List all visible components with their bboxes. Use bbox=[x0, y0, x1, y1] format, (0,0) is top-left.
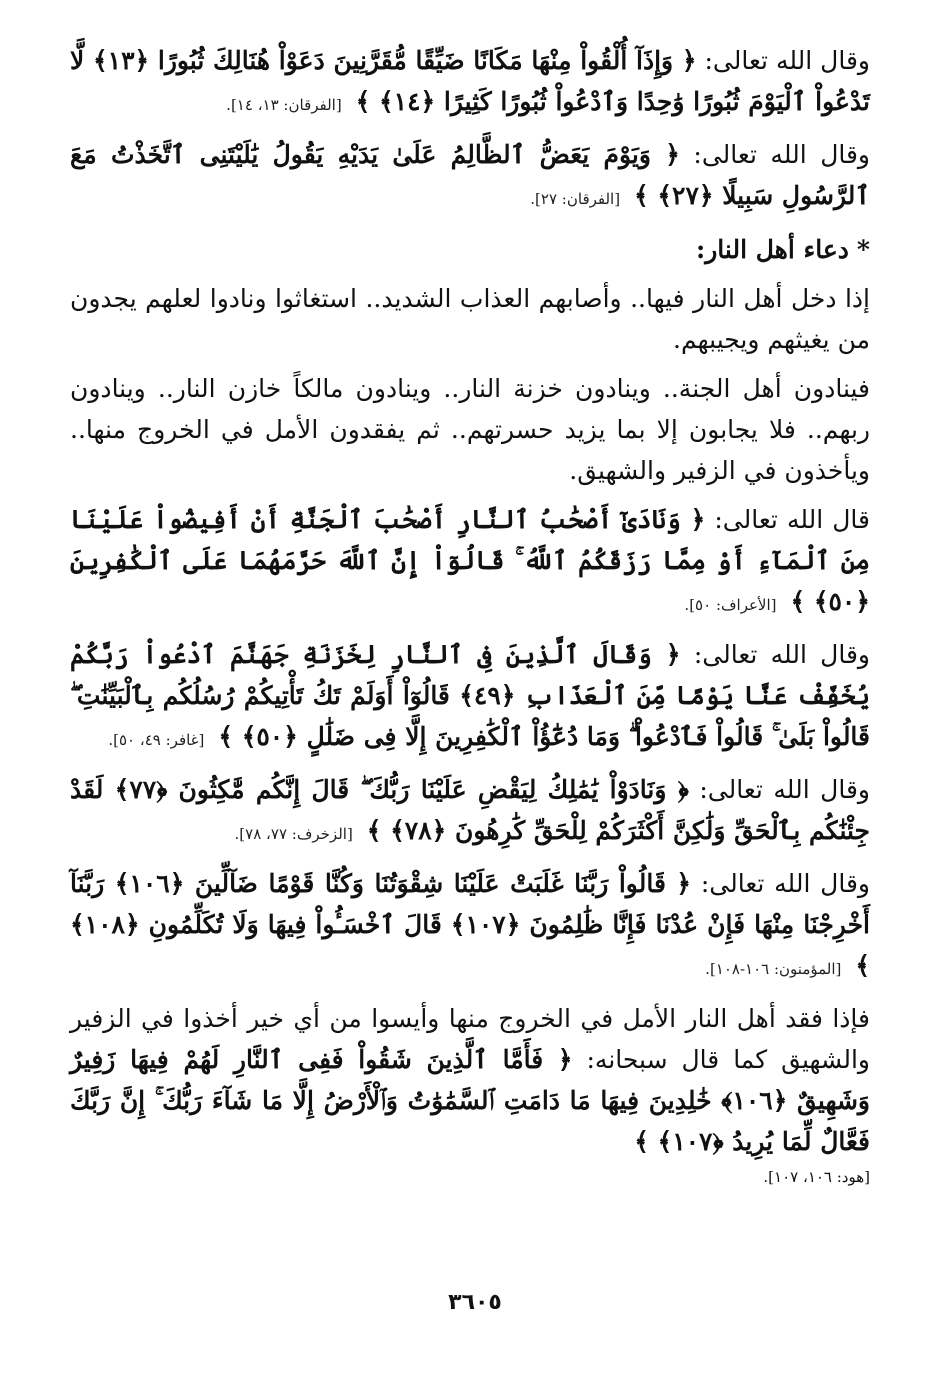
quran-verse: ﴿ فَأَمَّا ٱلَّذِينَ شَقُواْ فَفِى ٱلنَّارِ لَهُمْ فِيهَا زَفِيرٌ وَشَهِيقٌ ﴿١٠٦﴾ خَٰلِدِينَ فِيهَا مَا دَامَتِ ٱلسَّمَٰوَٰتُ وَٱلْأَرْضُ إِلَّا مَا شَآءَ رَبُّكَ ۚ إِنَّ رَبَّكَ فَعَّالٌ لِّمَا يُرِيدُ ﴿١٠٧﴾ ﴾ bbox=[70, 1045, 870, 1156]
quote-araf-50 bbox=[70, 499, 870, 626]
quote-zukhruf-77-78 bbox=[70, 769, 870, 855]
verse-reference: [الفرقان: ١٣، ١٤]. bbox=[226, 96, 342, 114]
quote-furqan-13-14 bbox=[70, 40, 870, 126]
quote-paragraph bbox=[70, 134, 870, 220]
quote-intro: فإذا فقد أهل النار الأمل في الخروج منها وأيسوا من أي خير أخذوا في الزفير والشهيق كما قال سبحانه: bbox=[70, 1004, 870, 1074]
quote-intro: وقال الله تعالى: bbox=[700, 869, 870, 898]
heading-star: * bbox=[856, 235, 870, 264]
quran-verse: ﴿ وَإِذَآ أُلْقُواْ مِنْهَا مَكَانًا ضَيِّقًا مُّقَرَّنِينَ دَعَوْاْ هُنَالِكَ ثُبُورًا ﴿١٣﴾ لَّا تَدْعُواْ ٱلْيَوْمَ ثُبُورًا وَٰحِدًا وَٱدْعُواْ ثُبُورًا كَثِيرًا ﴿١٤﴾ ﴾ bbox=[70, 46, 870, 116]
verse-reference: [الزخرف: ٧٧، ٧٨]. bbox=[234, 825, 353, 843]
body-paragraph-1 bbox=[70, 278, 870, 360]
quote-paragraph bbox=[70, 499, 870, 626]
verse-reference: [هود: ١٠٦، ١٠٧]. bbox=[763, 1168, 870, 1186]
quote-muminun-106-108 bbox=[70, 863, 870, 990]
quran-verse: ﴿ وَقَالَ ٱلَّذِينَ فِى ٱلنَّارِ لِخَزَنَةِ جَهَنَّمَ ٱدْعُواْ رَبَّكُمْ يُخَفِّفْ عَنَّا يَوْمًا مِّنَ ٱلْعَذَابِ ﴿٤٩﴾ قَالُوٓاْ أَوَلَمْ تَكُ تَأْتِيكُمْ رُسُلُكُم بِٱلْبَيِّنَٰتِ ۖ قَالُواْ بَلَىٰ ۚ قَالُواْ فَٱدْعُواْ ۗ وَمَا دُعَٰٓؤُاْ ٱلْكَٰفِرِينَ إِلَّا فِى ضَلَٰلٍ ﴿٥٠﴾ ﴾ bbox=[70, 640, 870, 751]
verse-reference: [الفرقان: ٢٧]. bbox=[530, 190, 621, 208]
quran-verse: ﴿ وَنَادَىٰٓ أَصْحَٰبُ ٱلنَّارِ أَصْحَٰبَ ٱلْجَنَّةِ أَنْ أَفِيضُواْ عَلَيْنَا مِنَ ٱلْمَآءِ أَوْ مِمَّا رَزَقَكُمُ ٱللَّهُ ۚ قَالُوٓاْ إِنَّ ٱللَّهَ حَرَّمَهُمَا عَلَى ٱلْكَٰفِرِينَ ﴿٥٠﴾ ﴾ bbox=[70, 505, 870, 616]
quran-verse: ﴿ قَالُواْ رَبَّنَا غَلَبَتْ عَلَيْنَا شِقْوَتُنَا وَكُنَّا قَوْمًا ضَآلِّينَ ﴿١٠٦﴾ رَبَّنَآ أَخْرِجْنَا مِنْهَا فَإِنْ عُدْنَا فَإِنَّا ظَٰلِمُونَ ﴿١٠٧﴾ قَالَ ٱخْسَـُٔواْ فِيهَا وَلَا تُكَلِّمُونِ ﴿١٠٨﴾ ﴾ bbox=[70, 869, 871, 980]
quote-paragraph bbox=[70, 634, 870, 761]
closing-paragraph bbox=[70, 998, 870, 1192]
quote-paragraph bbox=[70, 769, 870, 855]
quote-intro: وقال الله تعالى: bbox=[693, 640, 870, 669]
quran-verse: ﴿ وَنَادَوْاْ يَٰمَٰلِكُ لِيَقْضِ عَلَيْنَا رَبُّكَ ۖ قَالَ إِنَّكُم مَّٰكِثُونَ ﴿٧٧﴾ لَقَدْ جِئْنَٰكُم بِٱلْحَقِّ وَلَٰكِنَّ أَكْثَرَكُمْ لِلْحَقِّ كَٰرِهُونَ ﴿٧٨﴾ ﴾ bbox=[70, 775, 870, 845]
quran-verse: ﴿ وَيَوْمَ يَعَضُّ ٱلظَّالِمُ عَلَىٰ يَدَيْهِ يَقُولُ يَٰلَيْتَنِى ٱتَّخَذْتُ مَعَ ٱلرَّسُولِ سَبِيلًا ﴿٢٧﴾ ﴾ bbox=[70, 140, 870, 210]
quote-paragraph bbox=[70, 40, 870, 126]
page-content bbox=[70, 40, 870, 1340]
quote-intro: قال الله تعالى: bbox=[714, 505, 870, 534]
quote-paragraph bbox=[70, 998, 870, 1162]
paragraph-text: إذا دخل أهل النار فيها.. وأصابهم العذاب الشديد.. استغاثوا ونادوا لعلهم يجدون من يغيثهم ويجيبهم. bbox=[70, 284, 870, 354]
verse-reference: [المؤمنون: ١٠٦-١٠٨]. bbox=[705, 960, 842, 978]
quote-intro: وقال الله تعالى: bbox=[704, 46, 870, 75]
quote-intro: وقال الله تعالى: bbox=[699, 775, 870, 804]
verse-reference: [الأعراف: ٥٠]. bbox=[684, 596, 777, 614]
verse-reference: [غافر: ٤٩، ٥٠]. bbox=[108, 731, 205, 749]
paragraph-text: فينادون أهل الجنة.. وينادون خزنة النار.. وينادون مالكاً خازن النار.. وينادون ربهم.. فلا يجابون إلا بما يزيد حسرتهم.. ثم يفقدون الأمل في الخروج منها.. ويأخذون في الزفير والشهيق. bbox=[70, 374, 870, 485]
section-heading bbox=[70, 228, 870, 272]
heading-text: دعاء أهل النار: bbox=[696, 235, 849, 264]
page-number: ٣٦٠٥ bbox=[448, 1290, 502, 1315]
quote-furqan-27 bbox=[70, 134, 870, 220]
body-paragraph-2 bbox=[70, 368, 870, 491]
quote-ghafir-49-50 bbox=[70, 634, 870, 761]
quote-paragraph bbox=[70, 863, 870, 990]
quote-intro: وقال الله تعالى: bbox=[693, 140, 870, 169]
